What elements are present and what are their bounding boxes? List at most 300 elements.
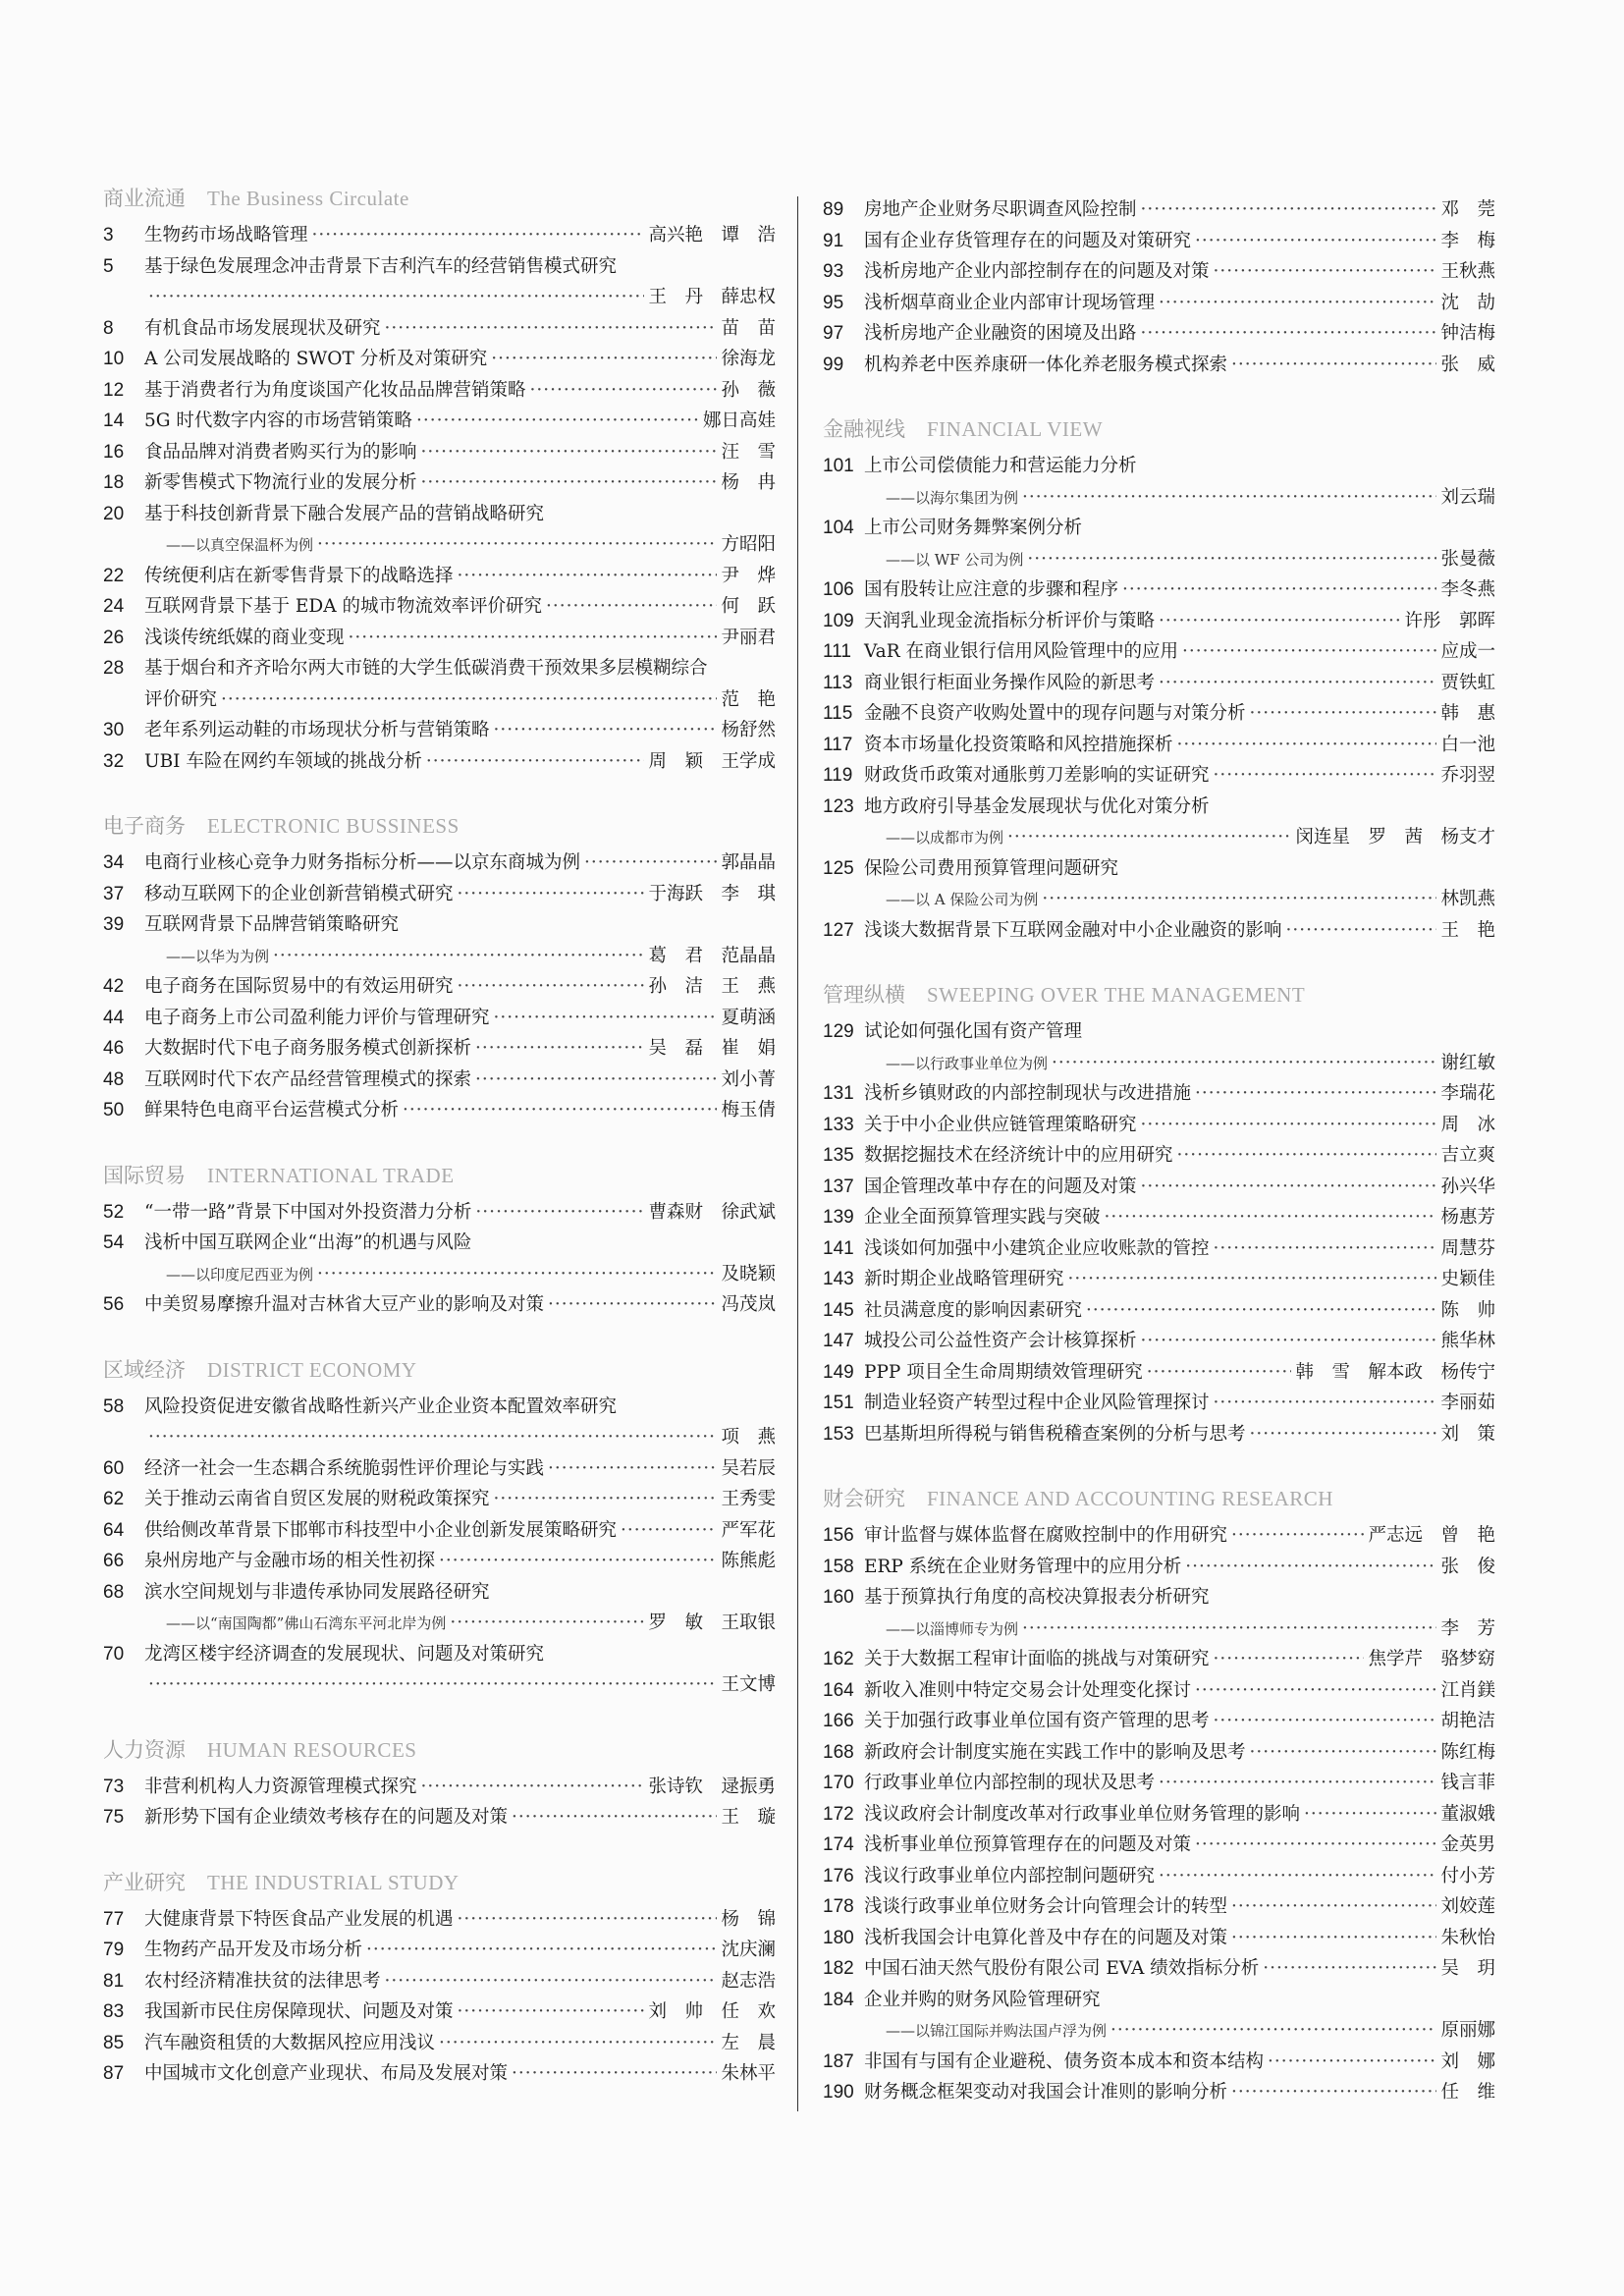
toc-entry: [823, 2047, 1495, 2078]
dot-leader: [1231, 350, 1436, 381]
toc-entry-line: [823, 1388, 1495, 1419]
dot-leader: [1042, 884, 1436, 915]
article-authors: 徐海龙: [721, 349, 776, 369]
toc-entry: [823, 226, 1495, 257]
page-number: 135: [823, 1145, 854, 1166]
dot-leader: [1141, 318, 1437, 350]
article-title: 上市公司财务舞弊案例分析: [864, 518, 1083, 538]
article-title: 滨水空间规划与非遗传承协同发展路径研究: [144, 1581, 490, 1603]
toc-section: [103, 1348, 776, 1701]
toc-entry: [823, 2077, 1495, 2108]
toc-entry: [823, 1388, 1495, 1419]
dot-leader: [1214, 1233, 1437, 1265]
toc-entry-line: [823, 1110, 1495, 1141]
section-title-zh: 人力资源: [103, 1737, 186, 1762]
toc-entry-line: [103, 1289, 776, 1321]
dot-leader: [148, 282, 644, 313]
toc-entry-line: [103, 1577, 776, 1609]
toc-entry-line: [823, 1140, 1495, 1172]
toc-entry: [103, 1515, 776, 1547]
toc-entry-line: [103, 1453, 776, 1485]
article-title: 上市公司偿债能力和营运能力分析: [864, 456, 1137, 476]
toc-entry-line: [103, 1422, 776, 1453]
toc-entry-line: [823, 1264, 1495, 1295]
article-title: 浅谈大数据背景下互联网金融对中小企业融资的影响: [864, 919, 1282, 941]
toc-entry-line: [823, 606, 1495, 637]
toc-entry: [823, 1016, 1495, 1078]
toc-entry: [823, 1985, 1495, 2047]
toc-entry-line: [823, 482, 1495, 514]
toc-section: [823, 194, 1495, 380]
toc-entry: [823, 1891, 1495, 1923]
dot-leader: [475, 1065, 717, 1096]
article-authors: 严志远 曾 艳: [1368, 1525, 1495, 1546]
toc-entry-line: [103, 653, 776, 684]
article-authors: 陈熊彪: [721, 1551, 776, 1571]
toc-entry: [823, 792, 1495, 853]
article-subtitle: ——以华为为例: [166, 947, 270, 965]
toc-entry-line: [103, 375, 776, 407]
dot-leader: [458, 1996, 645, 2028]
dot-leader: [584, 847, 717, 879]
article-title: 龙湾区楼宇经济调查的发展现状、问题及对策研究: [144, 1643, 545, 1665]
toc-entry: [103, 1484, 776, 1515]
dot-leader: [1214, 1644, 1365, 1675]
article-authors: 李丽茹: [1440, 1393, 1495, 1413]
article-authors: 张 威: [1440, 354, 1495, 375]
dot-leader: [421, 467, 718, 499]
page-number: 66: [103, 1551, 125, 1571]
article-authors: 于海跃 李 琪: [648, 883, 776, 904]
article-title: 浅析房地产企业融资的困境及出路: [864, 323, 1137, 344]
article-title: 经济一社会一生态耦合系统脆弱性评价理论与实践: [144, 1457, 545, 1479]
dot-leader: [1268, 2047, 1436, 2078]
dot-leader: [1214, 760, 1437, 792]
toc-entry: [103, 375, 776, 407]
article-authors: 任 维: [1440, 2082, 1495, 2103]
article-authors: 项 燕: [721, 1427, 776, 1448]
page-number: 129: [823, 1021, 854, 1042]
article-title: 财务概念框架变动对我国会计准则的影响分析: [864, 2082, 1228, 2103]
toc-entry-line: [103, 847, 776, 879]
page-number: 170: [823, 1773, 854, 1793]
article-authors: 谢红敏: [1440, 1052, 1495, 1073]
toc-entry: [823, 1264, 1495, 1295]
page-number: 156: [823, 1525, 854, 1546]
dot-leader: [1304, 1799, 1436, 1831]
toc-entry: [103, 847, 776, 879]
article-title: 关于中小企业供应链管理策略研究: [864, 1114, 1137, 1135]
dot-leader: [1110, 2015, 1436, 2047]
section-title-zh: 产业研究: [103, 1870, 186, 1894]
page-number: 37: [103, 883, 125, 904]
article-authors: 刘 策: [1440, 1423, 1495, 1445]
dot-leader: [317, 529, 717, 561]
toc-entry-line: [823, 1861, 1495, 1892]
article-authors: 王 艳: [1440, 919, 1495, 941]
article-authors: 金英男: [1440, 1834, 1495, 1855]
toc-entry: [103, 2028, 776, 2059]
article-authors: 王秋燕: [1440, 261, 1495, 282]
article-subtitle: ——以行政事业单位为例: [886, 1054, 1049, 1072]
dot-leader: [494, 1484, 718, 1515]
toc-entry: [823, 451, 1495, 513]
toc-entry-line: [823, 256, 1495, 288]
article-authors: 郭晶晶: [721, 852, 776, 873]
page-number: 60: [103, 1457, 125, 1479]
toc-entry: [103, 1197, 776, 1229]
article-authors: 沈庆澜: [721, 1940, 776, 1960]
page-number: 101: [823, 456, 854, 476]
article-authors: 刘姣莲: [1440, 1896, 1495, 1917]
article-title: 社员满意度的影响因素研究: [864, 1299, 1083, 1321]
toc-entry: [103, 1228, 776, 1289]
article-authors: 罗 敏 王取银: [648, 1613, 776, 1633]
toc-entry-line: [103, 591, 776, 623]
page-number: 168: [823, 1741, 854, 1763]
article-authors: 沈 劼: [1440, 292, 1495, 313]
article-title: 浅析我国会计电算化普及中存在的问题及对策: [864, 1927, 1228, 1948]
toc-entry: [823, 1861, 1495, 1892]
dot-leader: [1141, 194, 1437, 226]
article-title: 生物药产品开发及市场分析: [144, 1940, 363, 1960]
article-title: 地方政府引导基金发展现状与优化对策分析: [864, 795, 1210, 817]
dot-leader: [512, 2058, 717, 2090]
toc-entry: [823, 1078, 1495, 1110]
toc-entry-line: [103, 1228, 776, 1259]
page-number: 91: [823, 230, 844, 251]
article-authors: 王文博: [721, 1674, 776, 1695]
toc-entry-line: [823, 2047, 1495, 2078]
dot-leader: [458, 879, 645, 910]
page-number: 46: [103, 1038, 125, 1059]
article-authors: 李 芳: [1440, 1617, 1495, 1639]
article-authors: 许彤 郭晖: [1404, 610, 1495, 631]
page-number: 190: [823, 2082, 854, 2103]
toc-entry: [823, 513, 1495, 574]
page-number: 95: [823, 292, 844, 313]
dot-leader: [349, 623, 718, 654]
article-authors: 应成一: [1440, 641, 1495, 662]
article-title: 新形势下国有企业绩效考核存在的问题及对策: [144, 1807, 509, 1828]
section-title-zh: 区域经济: [103, 1357, 186, 1382]
article-authors: 周 冰: [1440, 1114, 1495, 1135]
article-authors: 赵志浩: [721, 1970, 776, 1992]
section-title-en: SWEEPING OVER THE MANAGEMENT: [927, 983, 1306, 1007]
article-title: 我国新市民住房保障现状、问题及对策: [144, 2001, 454, 2022]
article-authors: 高兴艳 谭 浩: [648, 225, 776, 246]
dot-leader: [494, 1003, 718, 1034]
toc-entry-line: [103, 1065, 776, 1096]
toc-entry-line: [823, 1048, 1495, 1079]
page-number: 58: [103, 1395, 125, 1417]
article-title: 基于预算执行角度的高校决算报表分析研究: [864, 1587, 1210, 1608]
page-number: 64: [103, 1519, 125, 1541]
toc-entry: [823, 668, 1495, 699]
section-heading: [823, 973, 1495, 1016]
page-number: 117: [823, 734, 853, 755]
toc-entry-line: [823, 1737, 1495, 1769]
page-number: 143: [823, 1269, 854, 1289]
toc-entry-line: [823, 451, 1495, 482]
dot-leader: [312, 220, 645, 251]
page-number: 123: [823, 795, 854, 817]
dot-leader: [1195, 1675, 1436, 1707]
toc-entry: [103, 746, 776, 778]
toc-entry: [103, 879, 776, 910]
dot-leader: [1159, 1768, 1436, 1799]
page-number: 73: [103, 1776, 125, 1797]
dot-leader: [530, 375, 718, 407]
article-authors: 孙 洁 王 燕: [648, 976, 776, 997]
toc-entry-line: [823, 194, 1495, 226]
dot-leader: [1022, 482, 1436, 514]
page-number: 93: [823, 261, 844, 282]
article-authors: 韩 惠: [1440, 703, 1495, 724]
article-subtitle: ——以 A 保险公司为例: [886, 891, 1039, 908]
toc-entry-line: [823, 1768, 1495, 1799]
toc-entry: [103, 1772, 776, 1803]
page-number: 184: [823, 1989, 854, 2010]
dot-leader: [221, 684, 717, 716]
article-title: 传统便利店在新零售背景下的战略选择: [144, 565, 454, 586]
section-title-en: DISTRICT ECONOMY: [207, 1357, 417, 1382]
toc-entry: [823, 1953, 1495, 1985]
article-title: 浅谈行政事业单位财务会计向管理会计的转型: [864, 1896, 1228, 1917]
toc-entry: [103, 1453, 776, 1485]
toc-entry: [823, 1768, 1495, 1799]
toc-entry-line: [823, 1016, 1495, 1048]
article-authors: 张曼薇: [1440, 548, 1495, 570]
page-number: 176: [823, 1865, 854, 1886]
page-number: 162: [823, 1649, 854, 1669]
section-title-en: The Business Circulate: [207, 187, 409, 210]
dot-leader: [148, 1669, 717, 1701]
article-title: 鲜果特色电商平台运营模式分析: [144, 1100, 400, 1121]
toc-section: [103, 1728, 776, 1833]
toc-entry-line: [103, 1904, 776, 1936]
dot-leader: [548, 1289, 717, 1321]
article-title: 大健康背景下特医食品产业发展的机遇: [144, 1908, 454, 1930]
article-title: 农村经济精准扶贫的法律思考: [144, 1970, 381, 1992]
dot-leader: [1286, 915, 1437, 947]
article-title: 城投公司公益性资产会计核算探析: [864, 1331, 1137, 1351]
article-title: 关于推动云南省自贸区发展的财税政策探究: [144, 1489, 490, 1509]
dot-leader: [458, 971, 645, 1003]
article-authors: 王 璇: [721, 1807, 776, 1828]
toc-entry: [103, 1996, 776, 2028]
page-number: 97: [823, 323, 844, 344]
article-title: 互联网背景下基于 EDA 的城市物流效率评价研究: [144, 596, 542, 617]
article-authors: 左 晨: [721, 2032, 776, 2053]
toc-entry-line: [823, 1675, 1495, 1707]
toc-entry: [103, 1802, 776, 1833]
article-title: 风险投资促进安徽省战略性新兴产业企业资本配置效率研究: [144, 1395, 618, 1417]
toc-entry-line: [823, 1830, 1495, 1861]
article-authors: 朱秋怡: [1440, 1927, 1495, 1948]
toc-entry-line: [103, 1608, 776, 1639]
article-title: 电子商务在国际贸易中的有效运用研究: [144, 976, 454, 997]
article-authors: 娜日高娃: [702, 410, 776, 431]
page-number: 77: [103, 1908, 125, 1930]
article-subtitle: ——以成都市为例: [886, 829, 1004, 847]
toc-entry-line: [103, 220, 776, 251]
toc-entry: [823, 1419, 1495, 1450]
toc-entry-line: [823, 1295, 1495, 1327]
dot-leader: [1159, 606, 1400, 637]
article-title: ERP 系统在企业财务管理中的应用分析: [864, 1556, 1182, 1577]
toc-section: [823, 1477, 1495, 2108]
toc-entry: [823, 915, 1495, 947]
toc-left-column: [103, 177, 776, 2117]
dot-leader: [450, 1608, 644, 1639]
toc-entry: [823, 606, 1495, 637]
page-number: 187: [823, 2050, 854, 2072]
section-title-en: THE INDUSTRIAL STUDY: [207, 1870, 460, 1894]
article-authors: 尹丽君: [721, 627, 776, 648]
section-title-zh: 商业流通: [103, 187, 186, 210]
article-authors: 苗 苗: [721, 317, 776, 339]
article-authors: 王秀雯: [721, 1489, 776, 1509]
dot-leader: [1231, 1891, 1436, 1923]
article-subtitle: ——以“南国陶都”佛山石湾东平河北岸为例: [166, 1614, 447, 1632]
article-title: 中国城市文化创意产业现状、布局及发展对策: [144, 2063, 509, 2084]
toc-entry: [103, 1065, 776, 1096]
dot-leader: [273, 941, 644, 972]
toc-entry: [103, 1935, 776, 1966]
article-title: 浅析中国互联网企业“出海”的机遇与风险: [144, 1232, 472, 1253]
toc-entry-line: [103, 313, 776, 345]
toc-entry-line: [823, 226, 1495, 257]
toc-entry-line: [823, 853, 1495, 885]
dot-leader: [475, 1033, 644, 1065]
toc-entry: [823, 1357, 1495, 1389]
article-title: UBI 车险在网约车领域的挑战分析: [144, 750, 422, 772]
toc-entry: [823, 1830, 1495, 1861]
article-title: 泉州房地产与金融市场的相关性初探: [144, 1551, 436, 1571]
dot-leader: [421, 1772, 645, 1803]
article-authors: 孙 薇: [721, 379, 776, 401]
page-number: 12: [103, 379, 125, 401]
dot-leader: [1141, 1110, 1437, 1141]
toc-right-column: [823, 194, 1495, 2136]
toc-entry: [103, 653, 776, 715]
page-number: 24: [103, 596, 125, 617]
toc-entry-line: [823, 822, 1495, 853]
article-authors: 乔羽翌: [1440, 765, 1495, 786]
article-authors: 方昭阳: [721, 534, 776, 555]
section-title-en: INTERNATIONAL TRADE: [207, 1163, 455, 1187]
toc-entry: [823, 350, 1495, 381]
page-number: 68: [103, 1581, 125, 1603]
page-number: 178: [823, 1896, 854, 1917]
dot-leader: [1022, 1613, 1436, 1645]
toc-entry-line: [103, 344, 776, 375]
page-number: 70: [103, 1643, 125, 1665]
article-authors: 刘 娜: [1440, 2050, 1495, 2072]
dot-leader: [1105, 1202, 1437, 1233]
toc-entry-line: [823, 1985, 1495, 2016]
toc-entry-line: [103, 1392, 776, 1423]
toc-entry: [823, 1644, 1495, 1675]
page-number: 14: [103, 410, 125, 431]
article-subtitle: ——以淄博师专为例: [886, 1619, 1019, 1638]
article-title: 有机食品市场发展现状及研究: [144, 317, 381, 339]
article-authors: 杨惠芳: [1440, 1207, 1495, 1228]
section-heading: [823, 408, 1495, 451]
section-title-en: HUMAN RESOURCES: [207, 1737, 417, 1762]
article-title: 新收入准则中特定交易会计处理变化探讨: [864, 1679, 1192, 1701]
article-authors: 钟洁梅: [1440, 323, 1495, 344]
dot-leader: [491, 344, 717, 375]
section-title-zh: 财会研究: [823, 1487, 905, 1510]
page-number: 8: [103, 317, 114, 339]
article-authors: 尹 烨: [721, 565, 776, 586]
toc-entry-line: [103, 1966, 776, 1997]
dot-leader: [1007, 822, 1291, 853]
dot-leader: [621, 1515, 717, 1547]
toc-section: [823, 973, 1495, 1449]
page-number: 147: [823, 1331, 854, 1351]
toc-entry: [823, 853, 1495, 915]
toc-entry-line: [823, 698, 1495, 730]
page-number: 81: [103, 1970, 125, 1992]
dot-leader: [494, 715, 718, 746]
toc-entry: [823, 194, 1495, 226]
dot-leader: [1250, 698, 1437, 730]
page-number: 125: [823, 857, 854, 879]
toc-entry-line: [823, 350, 1495, 381]
dot-leader: [148, 1422, 717, 1453]
dot-leader: [1214, 256, 1437, 288]
article-authors: 贾铁虹: [1440, 672, 1495, 693]
toc-entry-line: [103, 2028, 776, 2059]
toc-entry: [823, 1675, 1495, 1707]
article-authors: 钱言菲: [1440, 1773, 1495, 1793]
dot-leader: [512, 1802, 717, 1833]
article-title: 保险公司费用预算管理问题研究: [864, 857, 1119, 879]
page-number: 39: [103, 914, 125, 935]
toc-entry-line: [823, 760, 1495, 792]
toc-entry-line: [103, 529, 776, 561]
toc-entry-line: [103, 2058, 776, 2090]
toc-entry-line: [823, 544, 1495, 575]
article-authors: 韩 雪 解本政 杨传宁: [1295, 1361, 1495, 1383]
toc-entry: [103, 1289, 776, 1321]
article-title: 供给侧改革背景下邯郸市科技型中小企业创新发展策略研究: [144, 1519, 618, 1541]
article-authors: 吴 玥: [1440, 1958, 1495, 1979]
page-number: 182: [823, 1958, 854, 1979]
toc-entry-line: [823, 636, 1495, 668]
toc-entry: [103, 971, 776, 1003]
article-title: 天润乳业现金流指标分析评价与策略: [864, 610, 1156, 631]
page-number: 34: [103, 852, 125, 873]
toc-entry-line: [103, 1669, 776, 1701]
article-title: 企业全面预算管理实践与突破: [864, 1207, 1101, 1228]
toc-entry-line: [823, 1202, 1495, 1233]
toc-entry: [823, 318, 1495, 350]
article-title: 食品品牌对消费者购买行为的影响: [144, 441, 417, 463]
toc-entry-line: [103, 1095, 776, 1126]
toc-entry-line: [103, 1515, 776, 1547]
article-authors: 李冬燕: [1440, 579, 1495, 600]
article-authors: 朱林平: [721, 2063, 776, 2084]
article-authors: 熊华林: [1440, 1331, 1495, 1351]
article-authors: 范 艳: [721, 688, 776, 710]
toc-entry: [823, 1582, 1495, 1644]
page-number: 158: [823, 1556, 854, 1577]
toc-entry: [823, 1799, 1495, 1831]
